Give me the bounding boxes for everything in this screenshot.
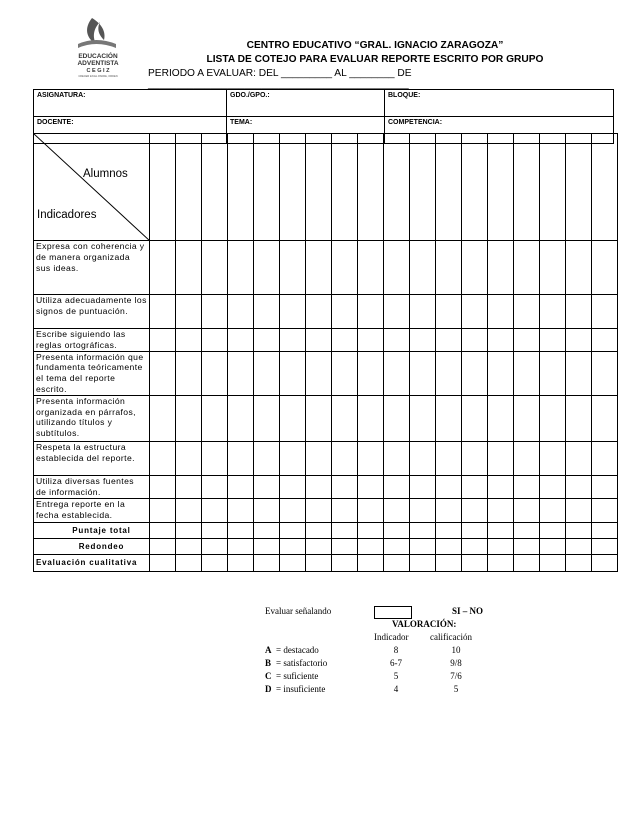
check-cell[interactable] [566,329,592,352]
check-cell[interactable] [410,441,436,475]
check-cell[interactable] [462,475,488,498]
student-header-cell[interactable] [358,134,384,241]
svg-text:CRECER EN EL PADRE, ORDEN: CRECER EN EL PADRE, ORDEN [78,75,118,78]
check-cell[interactable] [592,395,618,441]
indicator-row [34,475,618,498]
check-cell[interactable] [306,295,332,329]
summary-row [34,522,618,538]
check-cell[interactable] [488,329,514,352]
total-cell[interactable] [150,554,176,571]
check-cell[interactable] [514,351,540,395]
total-cell[interactable] [358,522,384,538]
check-cell[interactable] [202,498,228,522]
check-cell[interactable] [462,498,488,522]
check-cell[interactable] [358,329,384,352]
total-cell[interactable] [592,538,618,554]
indicator-label: Presenta información organizada en párrafos, utilizando títulos y subtítulos. [34,395,150,441]
student-header-cell[interactable] [332,134,358,241]
student-header-cell[interactable] [228,134,254,241]
student-header-cell[interactable] [592,134,618,241]
check-cell[interactable] [332,395,358,441]
total-cell[interactable] [202,522,228,538]
check-cell[interactable] [410,475,436,498]
grade-description: = suficiente [276,671,319,681]
check-cell[interactable] [202,441,228,475]
bloque-field[interactable]: BLOQUE: [385,90,614,117]
check-cell[interactable] [514,241,540,295]
student-header-cell[interactable] [280,134,306,241]
check-cell[interactable] [202,475,228,498]
check-cell[interactable] [254,475,280,498]
svg-text:EDUCACIÓN: EDUCACIÓN [78,53,118,60]
check-cell[interactable] [436,498,462,522]
total-cell[interactable] [280,522,306,538]
total-cell[interactable] [176,538,202,554]
check-cell[interactable] [150,329,176,352]
check-cell[interactable] [514,498,540,522]
diagonal-header-cell [34,134,150,241]
check-cell[interactable] [332,498,358,522]
check-cell[interactable] [462,441,488,475]
check-cell[interactable] [280,498,306,522]
check-cell[interactable] [202,295,228,329]
check-cell[interactable] [358,295,384,329]
check-cell[interactable] [540,295,566,329]
grade-value: 7/6 [450,671,462,681]
summary-row [34,538,618,554]
diagonal-line [34,134,150,241]
student-header-cell[interactable] [176,134,202,241]
summary-row [34,554,618,571]
check-cell[interactable] [358,395,384,441]
check-cell[interactable] [462,295,488,329]
total-cell[interactable] [228,554,254,571]
total-cell[interactable] [488,522,514,538]
checklist-grid [33,133,618,572]
check-cell[interactable] [228,295,254,329]
check-cell[interactable] [566,351,592,395]
grade-description: = insuficiente [276,684,326,694]
total-cell[interactable] [332,538,358,554]
total-cell[interactable] [384,554,410,571]
indicator-row [34,395,618,441]
check-cell[interactable] [358,241,384,295]
check-cell[interactable] [540,395,566,441]
check-cell[interactable] [436,395,462,441]
check-cell[interactable] [202,241,228,295]
check-cell[interactable] [228,241,254,295]
total-cell[interactable] [462,554,488,571]
tema-field[interactable]: TEMA: [227,117,385,144]
student-header-cell[interactable] [306,134,332,241]
check-cell[interactable] [462,395,488,441]
student-header-cell[interactable] [436,134,462,241]
svg-text:C E G I Z: C E G I Z [86,68,110,74]
check-cell[interactable] [254,329,280,352]
indicator-row [34,351,618,395]
indicator-count: 8 [393,645,399,655]
check-cell[interactable] [462,351,488,395]
check-cell[interactable] [358,351,384,395]
check-cell[interactable] [592,241,618,295]
check-cell[interactable] [488,351,514,395]
check-cell[interactable] [280,475,306,498]
check-cell[interactable] [410,329,436,352]
total-cell[interactable] [488,538,514,554]
check-cell[interactable] [332,329,358,352]
indicator-label: Utiliza adecuadamente los signos de puntuación. [34,295,150,329]
check-cell[interactable] [410,351,436,395]
check-cell[interactable] [384,351,410,395]
total-cell[interactable] [306,554,332,571]
check-cell[interactable] [540,329,566,352]
check-cell[interactable] [176,241,202,295]
check-cell[interactable] [566,295,592,329]
total-cell[interactable] [462,538,488,554]
check-cell[interactable] [280,395,306,441]
student-header-cell[interactable] [410,134,436,241]
asignatura-field[interactable]: ASIGNATURA: [34,90,227,117]
indicator-row [34,498,618,522]
check-cell[interactable] [332,241,358,295]
check-cell[interactable] [332,441,358,475]
check-cell[interactable] [202,395,228,441]
calificacion-header: calificación [430,632,472,642]
check-cell[interactable] [228,351,254,395]
total-cell[interactable] [592,522,618,538]
check-cell[interactable] [254,395,280,441]
grade-letter: A [265,645,272,655]
check-cell[interactable] [384,498,410,522]
check-cell[interactable] [592,475,618,498]
total-cell[interactable] [228,538,254,554]
check-cell[interactable] [306,475,332,498]
total-cell[interactable] [176,522,202,538]
total-cell[interactable] [306,522,332,538]
check-cell[interactable] [150,498,176,522]
valoracion-title: VALORACIÓN: [392,619,457,629]
check-cell[interactable] [436,475,462,498]
check-cell[interactable] [514,395,540,441]
check-cell[interactable] [488,498,514,522]
check-cell[interactable] [332,351,358,395]
indicator-count: 6-7 [390,658,402,668]
check-cell[interactable] [254,295,280,329]
indicator-label: Utiliza diversas fuentes de información. [34,475,150,498]
check-cell[interactable] [410,295,436,329]
check-cell[interactable] [332,295,358,329]
total-cell[interactable] [332,522,358,538]
student-header-cell[interactable] [384,134,410,241]
check-cell[interactable] [306,395,332,441]
check-cell[interactable] [436,351,462,395]
check-cell[interactable] [176,475,202,498]
check-cell[interactable] [306,241,332,295]
total-cell[interactable] [306,538,332,554]
check-cell[interactable] [202,351,228,395]
total-cell[interactable] [254,554,280,571]
check-cell[interactable] [488,475,514,498]
check-cell[interactable] [176,351,202,395]
check-cell[interactable] [228,441,254,475]
sample-box [374,606,412,619]
check-cell[interactable] [514,441,540,475]
indicator-row [34,441,618,475]
indicator-label: Entrega reporte en la fecha establecida. [34,498,150,522]
check-cell[interactable] [280,329,306,352]
check-cell[interactable] [150,441,176,475]
check-cell[interactable] [176,295,202,329]
student-header-cell[interactable] [202,134,228,241]
check-cell[interactable] [488,441,514,475]
indicator-label: Escribe siguiendo las reglas ortográficas. [34,329,150,352]
period-line: PERIODO A EVALUAR: DEL _________ AL ________ DE ______________________________________________ [148,68,412,90]
total-cell[interactable] [358,554,384,571]
indicador-header: Indicador [374,632,409,642]
check-cell[interactable] [306,498,332,522]
check-cell[interactable] [488,395,514,441]
check-cell[interactable] [436,241,462,295]
check-cell[interactable] [540,241,566,295]
grade-description: = destacado [276,645,319,655]
indicator-count: 4 [393,684,399,694]
check-cell[interactable] [488,295,514,329]
check-cell[interactable] [566,475,592,498]
check-cell[interactable] [592,498,618,522]
total-cell[interactable] [436,522,462,538]
check-cell[interactable] [280,351,306,395]
check-cell[interactable] [410,498,436,522]
check-cell[interactable] [514,295,540,329]
check-cell[interactable] [514,329,540,352]
docente-field[interactable]: DOCENTE: [34,117,227,144]
grade-letter: D [265,684,272,694]
total-cell[interactable] [488,554,514,571]
student-header-cell[interactable] [150,134,176,241]
svg-text:ADVENTISTA: ADVENTISTA [77,60,119,67]
form-title: LISTA DE COTEJO PARA EVALUAR REPORTE ESCRITO POR GRUPO [206,54,544,65]
check-cell[interactable] [514,475,540,498]
total-cell[interactable] [280,554,306,571]
grade-value: 10 [451,645,461,655]
check-cell[interactable] [254,241,280,295]
check-cell[interactable] [176,498,202,522]
check-cell[interactable] [592,329,618,352]
check-cell[interactable] [280,441,306,475]
total-cell[interactable] [150,538,176,554]
total-cell[interactable] [254,538,280,554]
student-header-cell[interactable] [540,134,566,241]
total-cell[interactable] [436,554,462,571]
grade-description: = satisfactorio [276,658,328,668]
check-cell[interactable] [436,329,462,352]
total-cell[interactable] [462,522,488,538]
check-cell[interactable] [540,498,566,522]
check-cell[interactable] [488,241,514,295]
grade-value: 9/8 [450,658,462,668]
competencia-field[interactable]: COMPETENCIA: [385,117,614,144]
indicator-label: Presenta información que fundamenta teóricamente el tema del reporte escrito. [34,351,150,395]
check-cell[interactable] [280,295,306,329]
check-cell[interactable] [540,351,566,395]
check-cell[interactable] [592,441,618,475]
student-header-cell[interactable] [254,134,280,241]
total-cell[interactable] [384,522,410,538]
check-cell[interactable] [228,395,254,441]
check-cell[interactable] [566,498,592,522]
grupo-field[interactable]: GDO./GPO.: [227,90,385,117]
grade-letter: C [265,671,272,681]
check-cell[interactable] [462,241,488,295]
total-cell[interactable] [358,538,384,554]
check-cell[interactable] [540,475,566,498]
check-cell[interactable] [358,441,384,475]
check-cell[interactable] [254,498,280,522]
total-cell[interactable] [202,538,228,554]
check-cell[interactable] [384,295,410,329]
total-cell[interactable] [592,554,618,571]
check-cell[interactable] [254,351,280,395]
check-cell[interactable] [150,351,176,395]
grade-value: 5 [453,684,459,694]
check-cell[interactable] [384,395,410,441]
indicadores-label: Indicadores [37,209,97,221]
check-cell[interactable] [384,441,410,475]
check-cell[interactable] [566,395,592,441]
total-cell[interactable] [514,554,540,571]
total-cell[interactable] [540,554,566,571]
check-cell[interactable] [592,295,618,329]
check-cell[interactable] [306,441,332,475]
total-cell[interactable] [176,554,202,571]
check-cell[interactable] [358,498,384,522]
check-cell[interactable] [228,329,254,352]
total-cell[interactable] [254,522,280,538]
student-header-cell[interactable] [488,134,514,241]
total-cell[interactable] [514,522,540,538]
adventist-flame-icon [62,14,134,78]
total-cell[interactable] [566,538,592,554]
check-cell[interactable] [254,441,280,475]
indicator-label: Respeta la estructura establecida del reporte. [34,441,150,475]
total-cell[interactable] [332,554,358,571]
check-cell[interactable] [566,441,592,475]
check-cell[interactable] [436,295,462,329]
student-header-cell[interactable] [566,134,592,241]
total-cell[interactable] [514,538,540,554]
check-cell[interactable] [436,441,462,475]
check-cell[interactable] [592,351,618,395]
total-cell[interactable] [540,522,566,538]
total-cell[interactable] [410,538,436,554]
total-cell[interactable] [410,554,436,571]
check-cell[interactable] [150,395,176,441]
check-cell[interactable] [306,351,332,395]
grade-letter: B [265,658,272,668]
total-cell[interactable] [540,538,566,554]
indicator-row [34,295,618,329]
check-cell[interactable] [176,329,202,352]
alumnos-label: Alumnos [83,168,128,180]
check-cell[interactable] [462,329,488,352]
student-header-cell[interactable] [462,134,488,241]
total-cell[interactable] [566,554,592,571]
check-cell[interactable] [228,475,254,498]
check-cell[interactable] [228,498,254,522]
redondeo-label: Redondeo [34,538,150,554]
indicator-row [34,241,618,295]
check-cell[interactable] [410,395,436,441]
student-header-cell[interactable] [514,134,540,241]
evaluar-label: Evaluar señalando [265,606,332,616]
si-no-label: SI – NO [452,606,484,616]
check-cell[interactable] [410,241,436,295]
indicator-count: 5 [393,671,399,681]
total-cell[interactable] [436,538,462,554]
check-cell[interactable] [306,329,332,352]
check-cell[interactable] [202,329,228,352]
check-cell[interactable] [384,475,410,498]
total-cell[interactable] [566,522,592,538]
check-cell[interactable] [384,241,410,295]
check-cell[interactable] [280,241,306,295]
check-cell[interactable] [150,295,176,329]
check-cell[interactable] [358,475,384,498]
school-logo [62,14,134,78]
check-cell[interactable] [332,475,358,498]
check-cell[interactable] [384,329,410,352]
total-cell[interactable] [384,538,410,554]
check-cell[interactable] [176,441,202,475]
total-cell[interactable] [150,522,176,538]
check-cell[interactable] [566,241,592,295]
total-cell[interactable] [410,522,436,538]
indicator-label: Expresa con coherencia y de manera organizada sus ideas. [34,241,150,295]
total-cell[interactable] [280,538,306,554]
check-cell[interactable] [176,395,202,441]
total-cell[interactable] [202,554,228,571]
check-cell[interactable] [540,441,566,475]
check-cell[interactable] [150,241,176,295]
check-cell[interactable] [150,475,176,498]
evaluacion-cualitativa-label: Evaluación cualitativa [34,554,150,571]
puntaje-total-label: Puntaje total [34,522,150,538]
total-cell[interactable] [228,522,254,538]
school-title: CENTRO EDUCATIVO “GRAL. IGNACIO ZARAGOZA” [246,40,504,51]
indicator-row [34,329,618,352]
